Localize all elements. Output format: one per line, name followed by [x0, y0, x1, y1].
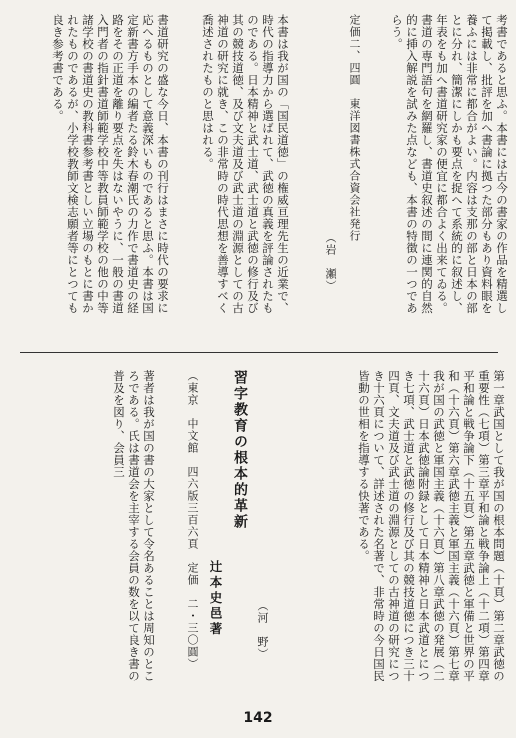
review-text-shodoshi: 書道研究の盛な今日、本書の刊行はまさに時代の要求に応へるものとして意義深いものであると思ふ。本書は国定新書方手本の編者たる鈴木春潮氏の力作で書道史の経路をその正道を離り要点を失はないやうに、一般の書道入門者の指針書道師範学校中等教員師範学校の他の中等諸学校の書道史の教科書参考書としい立場のもとに書かれたものであるが、小学校教師文検志願者等にとつても良き参考書である。	[51, 14, 170, 314]
review-publisher-shuji-kyoiku: （東京 中文館 四六版三百六頁 定価 二・三〇圓）	[186, 370, 199, 670]
continued-review-reviewer: （岩 瀬）	[324, 232, 337, 292]
section-divider	[20, 352, 498, 353]
continued-review-text-lower: 第一章武国として我が国の根本問題（十頁）第二章武徳の重要性（七項）第三章平和論と戦争論上（十二項）第四章平和論と戦争論下（十五頁）第五章武徳と軍備と世界の平和（十六頁）第六章武徳主義と軍国主義（十六頁）第七章我が国の武徳と軍国主義（十六頁）第八章武徳の発展（二十六頁）日本武徳論附録として日本精神と日本武道とにつき七項、武士道と武徳の修行及び其の競技道徳につき三十四頁、文夫道及び武士道の淵源としての古神道の研究につき十六頁について、詳述された名著で、非常時の今日国民皆動の世相を指導する快著である。	[357, 370, 506, 682]
continued-review-reviewer-lower: （河 野）	[256, 600, 269, 660]
continued-review-publisher: 定価二、四圓 東洋図書株式合資会社発行	[348, 14, 361, 242]
review-author-tsujimoto: 辻本史邑著	[208, 560, 223, 638]
review-title-shuji-kyoiku: 習字教育の根本的革新	[232, 370, 248, 530]
review-text-shuji-kyoiku: 著者は我が国の書の大家として令名あることは周知のところである。氏は書道会を主宰する会員の数を以て良き書の普及を図り、会員三	[112, 370, 156, 682]
continued-review-text: 考書であると思ふ。本書には古今の書家の作品を精選して掲載し、批評を加へ書論に拠つた部分もあり資料眼を養ふには非常に都合がよい。内容は支那の部と日本の部とに分れ、簡潔にしかも要点を捉へて系統的に叙述し、年表をも加へ書道研究家の便宜に都合よく出来てゐる。書道の専門語句を網羅し、書道史叙述の間に連関的自然的に挿入解説を試みた点なども、本書の特徴の一つであらう。	[390, 14, 509, 314]
review-text-nihon-butoku: 本書は我が国の「国民道徳」の権威亘理先生の近業で、時代の指導力から選ばれて、武徳の真義を評論されたものである。日本精神と武士道、武士道と武徳の修行及び其の競技道徳、及び文夫道及び武士道の淵源としての古神道の研究に就き、この非常時の時代思想を善導すべく喬述されたものと思はれる。	[201, 14, 290, 314]
page-number: 142	[243, 710, 273, 726]
